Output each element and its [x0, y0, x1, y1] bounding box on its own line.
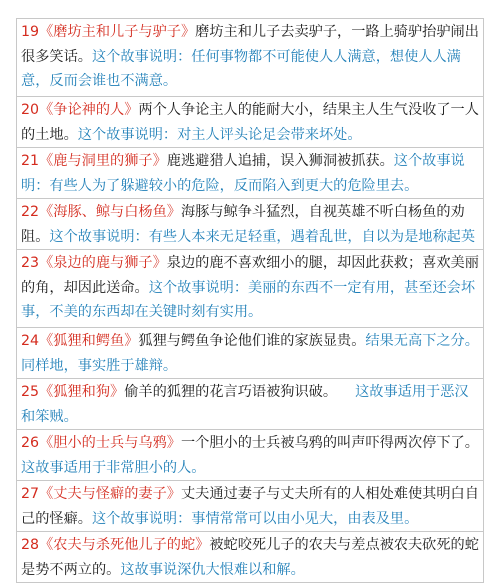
fable-title: 《农夫与杀死他儿子的蛇》 — [39, 537, 210, 553]
fable-story: 丈夫通过妻子与丈夫所有的人相处难使其明白自己的怪癖。 — [21, 486, 479, 527]
fable-story: 泉边的鹿不喜欢细小的腿，却因此获救；喜欢美丽的角，却因此送命。 — [21, 255, 479, 296]
fable-title: 《泉边的鹿与狮子》 — [39, 255, 167, 271]
fable-number: 25 — [21, 384, 40, 400]
fable-number: 23 — [21, 255, 40, 271]
fable-title: 《丈夫与怪癖的妻子》 — [39, 486, 181, 502]
fable-item — [16, 379, 484, 430]
fable-item — [16, 328, 484, 379]
fable-item — [16, 19, 484, 97]
fable-moral: 这个故事说明：对主人评头论足会带来坏处。 — [77, 126, 362, 143]
fable-list — [16, 18, 484, 583]
fable-story: 两个人争论主人的能耐大小，结果主人生气没收了一人的土地。 — [21, 102, 479, 143]
fable-story: 一个胆小的士兵被乌鸦的叫声吓得两次停下了。 — [180, 435, 479, 451]
fable-title: 《狐狸和鳄鱼》 — [39, 333, 139, 349]
fable-item — [16, 148, 484, 199]
fable-moral: 这个故事说明：任何事物都不可能使人人满意，想使人人满意，反而会谁也不满意。 — [21, 48, 461, 89]
fable-title: 《鹿与洞里的狮子》 — [39, 153, 167, 169]
fable-number: 28 — [21, 537, 40, 553]
fable-item — [16, 250, 484, 328]
fable-item — [16, 97, 484, 148]
fable-item — [16, 481, 484, 532]
fable-moral: 这故事适用于非常胆小的人。 — [21, 459, 206, 476]
fable-story: 偷羊的狐狸的花言巧语被狗识破。 — [124, 384, 338, 400]
fable-moral: 这个故事说明：有些人为了躲避较小的危险，反而陷入到更大的危险里去。 — [21, 153, 465, 194]
fable-number: 24 — [21, 333, 40, 349]
fable-item — [16, 199, 484, 250]
fable-story: 被蛇咬死儿子的农夫与差点被农夫砍死的蛇是势不两立的。 — [21, 537, 479, 578]
fable-title: 《胆小的士兵与乌鸦》 — [39, 435, 181, 451]
fable-moral: 这故事适用于恶汉和笨贼。 — [21, 384, 469, 425]
fable-item — [16, 430, 484, 481]
fable-moral: 这个故事说明：有些人本来无足轻重，遇着乱世，自以为是地称起英 — [49, 228, 476, 245]
fable-number: 20 — [21, 102, 40, 118]
fable-story: 磨坊主和儿子去卖驴子，一路上骑驴抬驴闹出很多笑话。 — [21, 24, 479, 65]
fable-title: 《争论神的人》 — [39, 102, 139, 118]
fable-story: 狐狸与鳄鱼争论他们谁的家族显贵。 — [138, 333, 366, 349]
fable-story: 鹿逃避猎人追捕，误入狮洞被抓获。 — [166, 153, 394, 169]
fable-item — [16, 532, 484, 583]
fable-moral: 这个故事说明：事情常常可以由小见大，由表及里。 — [91, 510, 419, 527]
fable-title: 《狐狸和狗》 — [39, 384, 125, 400]
fable-moral: 这个故事说明：美丽的东西不一定有用，甚至还会坏事，不美的东西却在关键时刻有实用。 — [21, 279, 476, 320]
fable-title: 《磨坊主和儿子与驴子》 — [39, 24, 196, 40]
fable-title: 《海豚、鲸与白杨鱼》 — [39, 204, 181, 220]
fable-moral: 这故事说深仇大恨难以和解。 — [120, 561, 305, 578]
fable-number: 22 — [21, 204, 40, 220]
fable-number: 27 — [21, 486, 40, 502]
fable-story: 海豚与鲸争斗猛烈，自视英雄不听白杨鱼的劝阻。 — [21, 204, 465, 245]
fable-number: 21 — [21, 153, 40, 169]
fable-number: 26 — [21, 435, 40, 451]
fable-moral: 结果无高下之分。同样地，事实胜于雄辩。 — [21, 333, 479, 374]
fable-number: 19 — [21, 24, 40, 40]
